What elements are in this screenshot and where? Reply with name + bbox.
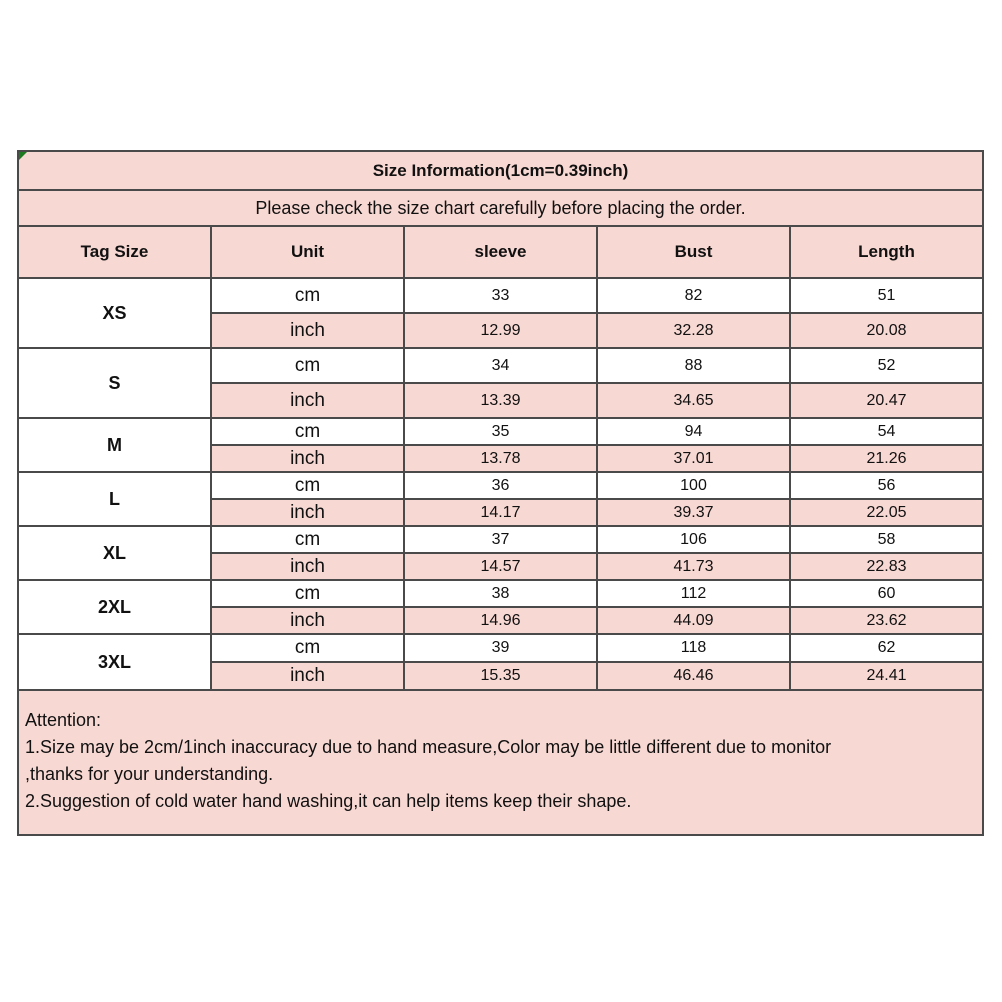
tag-size-l: L <box>18 472 211 526</box>
unit-label: cm <box>211 634 404 662</box>
unit-label: inch <box>211 499 404 526</box>
column-header-row <box>18 226 983 278</box>
col-header-sleeve: sleeve <box>404 226 597 278</box>
value-bust: 118 <box>597 634 790 662</box>
row-3xl-cm <box>18 634 983 662</box>
value-bust: 39.37 <box>597 499 790 526</box>
value-sleeve: 13.78 <box>404 445 597 472</box>
row-s-cm <box>18 348 983 383</box>
value-sleeve: 36 <box>404 472 597 499</box>
size-table <box>17 150 984 836</box>
value-length: 58 <box>790 526 983 553</box>
value-length: 21.26 <box>790 445 983 472</box>
unit-label: cm <box>211 348 404 383</box>
value-sleeve: 12.99 <box>404 313 597 348</box>
value-bust: 37.01 <box>597 445 790 472</box>
value-sleeve: 35 <box>404 418 597 445</box>
tag-size-xl: XL <box>18 526 211 580</box>
value-bust: 112 <box>597 580 790 607</box>
value-length: 51 <box>790 278 983 313</box>
unit-label: cm <box>211 526 404 553</box>
value-bust: 44.09 <box>597 607 790 634</box>
value-sleeve: 15.35 <box>404 662 597 690</box>
value-sleeve: 13.39 <box>404 383 597 418</box>
tag-size-2xl: 2XL <box>18 580 211 634</box>
value-length: 62 <box>790 634 983 662</box>
row-xs-cm <box>18 278 983 313</box>
col-header-length: Length <box>790 226 983 278</box>
value-sleeve: 33 <box>404 278 597 313</box>
value-length: 60 <box>790 580 983 607</box>
value-bust: 100 <box>597 472 790 499</box>
unit-label: cm <box>211 418 404 445</box>
unit-label: inch <box>211 445 404 472</box>
attention-note <box>18 690 983 835</box>
value-bust: 106 <box>597 526 790 553</box>
attention-heading: Attention: <box>25 710 102 730</box>
unit-label: cm <box>211 472 404 499</box>
value-bust: 82 <box>597 278 790 313</box>
value-length: 22.83 <box>790 553 983 580</box>
value-sleeve: 38 <box>404 580 597 607</box>
tag-size-m: M <box>18 418 211 472</box>
value-bust: 41.73 <box>597 553 790 580</box>
value-length: 24.41 <box>790 662 983 690</box>
subtitle-row <box>18 190 983 226</box>
title-row <box>18 151 983 190</box>
cell-corner-marker-icon <box>19 152 27 160</box>
value-length: 54 <box>790 418 983 445</box>
value-length: 22.05 <box>790 499 983 526</box>
unit-label: inch <box>211 662 404 690</box>
col-header-tag-size: Tag Size <box>18 226 211 278</box>
unit-label: inch <box>211 383 404 418</box>
value-bust: 32.28 <box>597 313 790 348</box>
attention-line-2: ,thanks for your understanding. <box>25 764 274 784</box>
value-length: 23.62 <box>790 607 983 634</box>
value-length: 56 <box>790 472 983 499</box>
value-sleeve: 14.57 <box>404 553 597 580</box>
attention-row <box>18 690 983 835</box>
col-header-unit: Unit <box>211 226 404 278</box>
value-bust: 46.46 <box>597 662 790 690</box>
value-sleeve: 14.96 <box>404 607 597 634</box>
row-m-cm <box>18 418 983 445</box>
value-length: 20.08 <box>790 313 983 348</box>
value-bust: 88 <box>597 348 790 383</box>
row-xl-cm <box>18 526 983 553</box>
attention-line-3: 2.Suggestion of cold water hand washing,it can help items keep their shape. <box>25 791 632 811</box>
tag-size-s: S <box>18 348 211 418</box>
col-header-bust: Bust <box>597 226 790 278</box>
unit-label: cm <box>211 278 404 313</box>
value-length: 52 <box>790 348 983 383</box>
row-l-cm <box>18 472 983 499</box>
unit-label: inch <box>211 313 404 348</box>
row-2xl-cm <box>18 580 983 607</box>
value-sleeve: 14.17 <box>404 499 597 526</box>
page-title: Size Information(1cm=0.39inch) <box>18 151 983 190</box>
unit-label: inch <box>211 553 404 580</box>
value-sleeve: 37 <box>404 526 597 553</box>
value-sleeve: 39 <box>404 634 597 662</box>
value-bust: 94 <box>597 418 790 445</box>
subtitle: Please check the size chart carefully before placing the order. <box>18 190 983 226</box>
tag-size-xs: XS <box>18 278 211 348</box>
size-table-container <box>17 150 984 836</box>
unit-label: cm <box>211 580 404 607</box>
value-sleeve: 34 <box>404 348 597 383</box>
unit-label: inch <box>211 607 404 634</box>
value-length: 20.47 <box>790 383 983 418</box>
tag-size-3xl: 3XL <box>18 634 211 690</box>
value-bust: 34.65 <box>597 383 790 418</box>
attention-line-1: 1.Size may be 2cm/1inch inaccuracy due to hand measure,Color may be little different due to monitor <box>25 737 832 757</box>
